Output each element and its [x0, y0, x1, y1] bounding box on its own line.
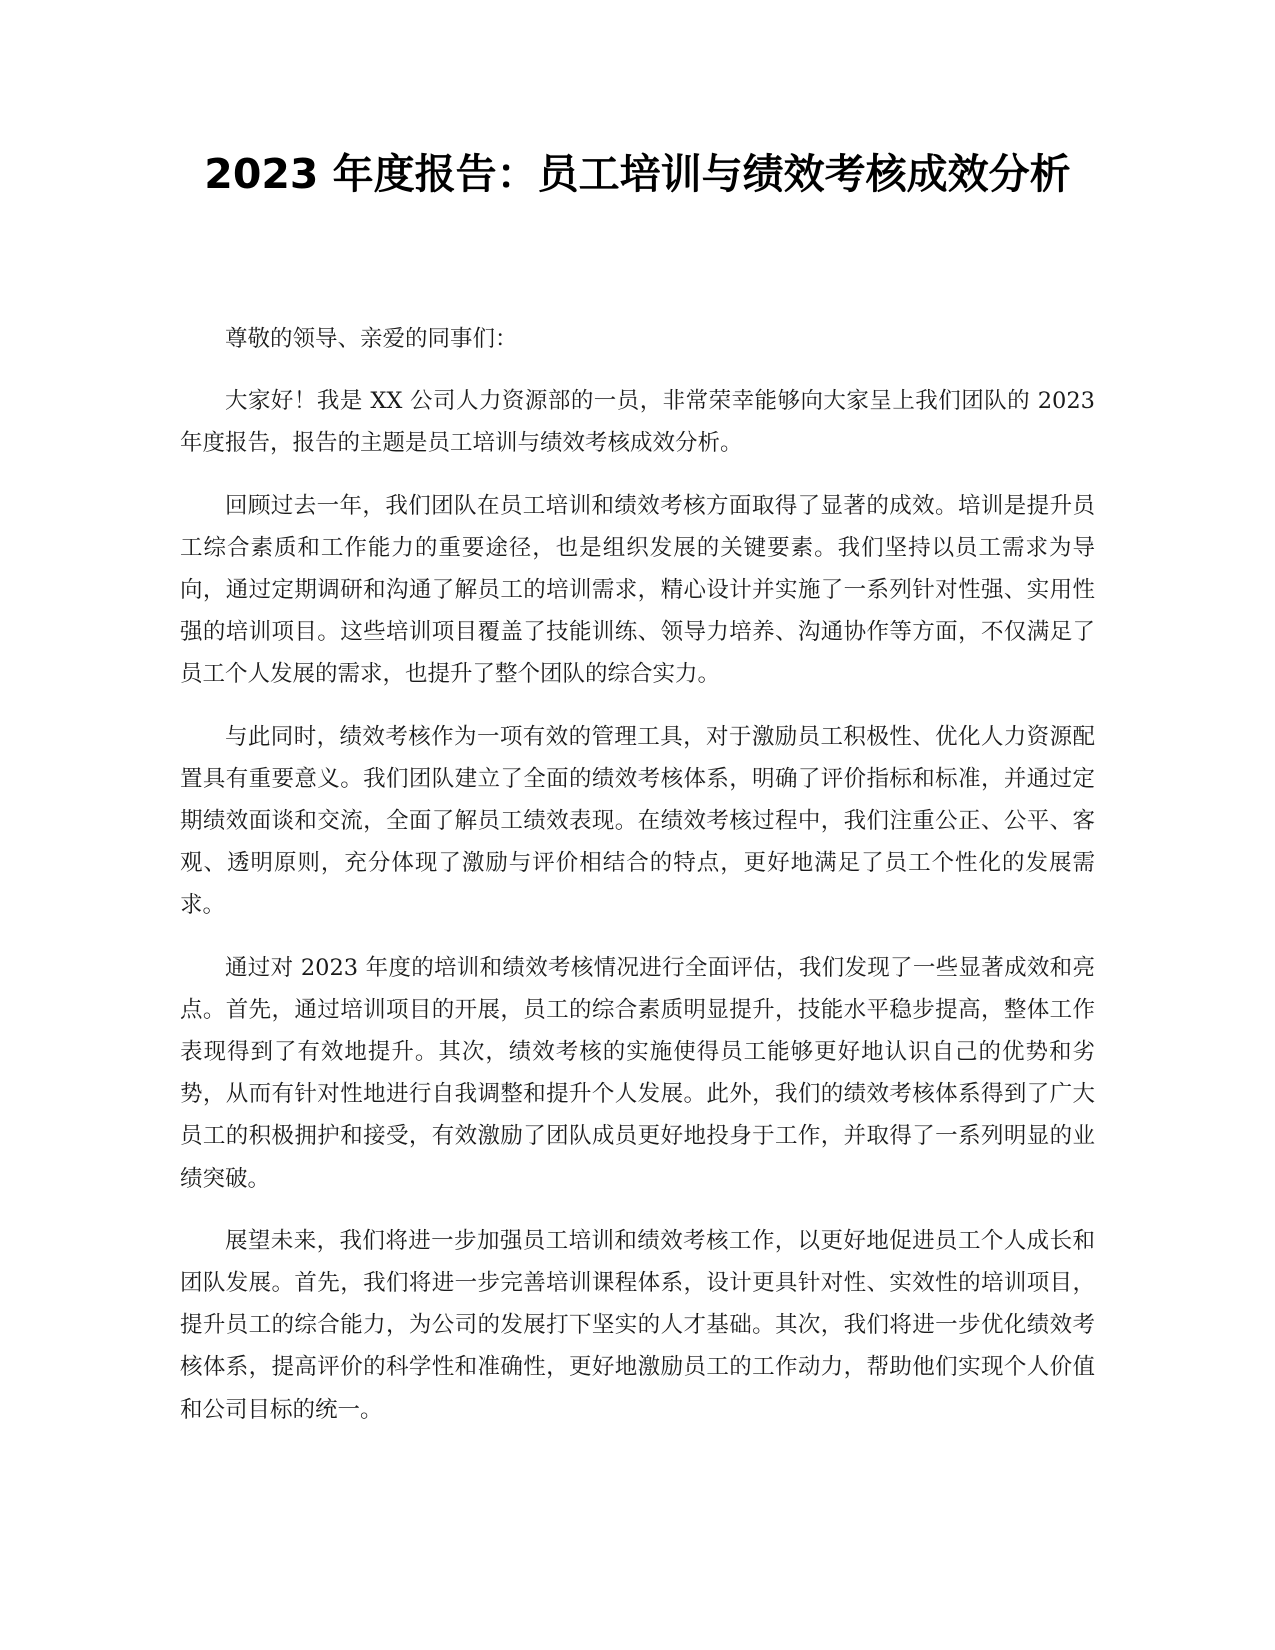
paragraph-outlook: 展望未来，我们将进一步加强员工培训和绩效考核工作，以更好地促进员工个人成长和团队发展。首先，我们将进一步完善培训课程体系，设计更具针对性、实效性的培训项目，提升员工的综合能力，为公司的发展打下坚实的人才基础。其次，我们将进一步优化绩效考核体系，提高评价的科学性和准确性，更好地激励员工的工作动力，帮助他们实现个人价值和公司目标的统一。 — [180, 1227, 1095, 1423]
document-title: 2023 年度报告：员工培训与绩效考核成效分析 — [204, 150, 1071, 198]
paragraph-greeting: 大家好！我是 XX 公司人力资源部的一员，非常荣幸能够向大家呈上我们团队的 2023 年度报告，报告的主题是员工培训与绩效考核成效分析。 — [180, 388, 1095, 457]
paragraph-evaluation-results: 通过对 2023 年度的培训和绩效考核情况进行全面评估，我们发现了一些显著成效和亮点。首先，通过培训项目的开展，员工的综合素质明显提升，技能水平稳步提高，整体工作表现得到了有效地提升。其次，绩效考核的实施使得员工能够更好地认识自己的优势和劣势，从而有针对性地进行自我调整和提升个人发展。此外，我们的绩效考核体系得到了广大员工的积极拥护和接受，有效激励了团队成员更好地投身于工作，并取得了一系列明显的业绩突破。 — [180, 954, 1095, 1192]
paragraph-training-review: 回顾过去一年，我们团队在员工培训和绩效考核方面取得了显著的成效。培训是提升员工综合素质和工作能力的重要途径，也是组织发展的关键要素。我们坚持以员工需求为导向，通过定期调研和沟通了解员工的培训需求，精心设计并实施了一系列针对性强、实用性强的培训项目。这些培训项目覆盖了技能训练、领导力培养、沟通协作等方面，不仅满足了员工个人发展的需求，也提升了整个团队的综合实力。 — [180, 492, 1095, 688]
salutation: 尊敬的领导、亲爱的同事们： — [225, 326, 518, 352]
paragraph-performance-review: 与此同时，绩效考核作为一项有效的管理工具，对于激励员工积极性、优化人力资源配置具有重要意义。我们团队建立了全面的绩效考核体系，明确了评价指标和标准，并通过定期绩效面谈和交流，全面了解员工绩效表现。在绩效考核过程中，我们注重公正、公平、客观、透明原则，充分体现了激励与评价相结合的特点，更好地满足了员工个性化的发展需求。 — [180, 723, 1095, 919]
document-body — [180, 318, 1095, 1451]
